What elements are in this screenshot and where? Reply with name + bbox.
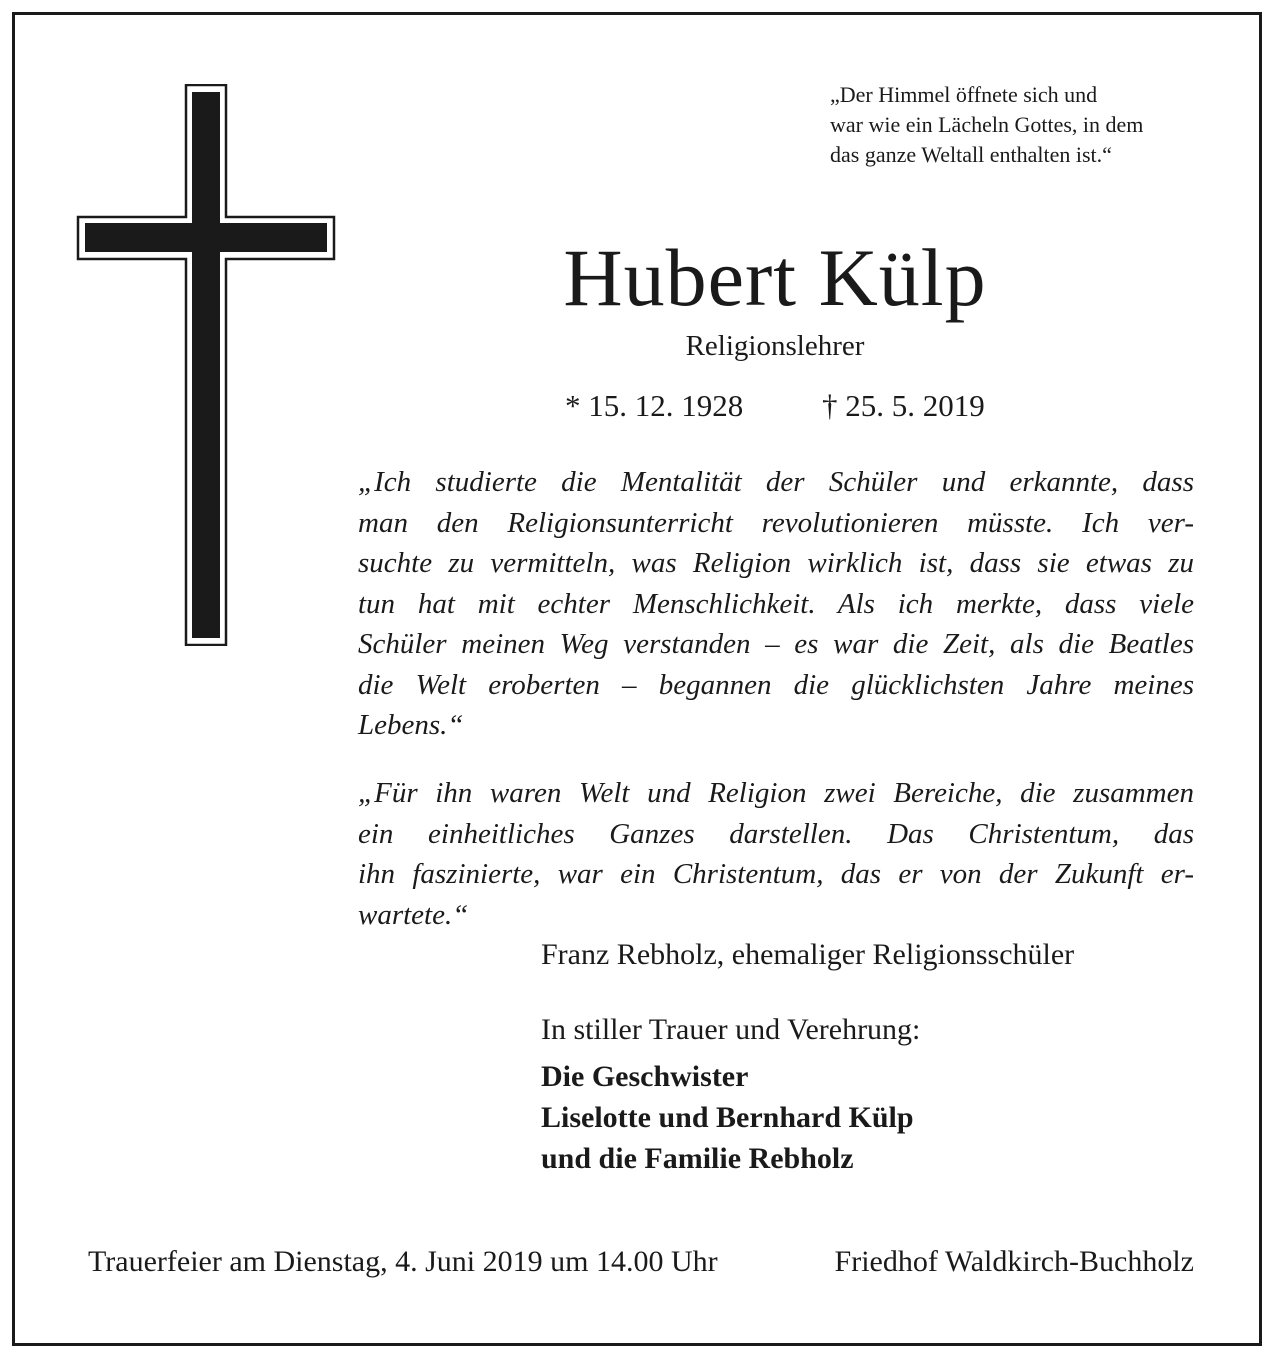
quote-line: wartete.“ [358,898,469,931]
deceased-name: Hubert Külp [563,232,987,323]
quote-line: „Für ihn waren Welt und Religion zwei Bereiche, die zusammen [358,777,1194,809]
quote-line: tun hat mit echter Menschlichkeit. Als ich merkte, dass viele [358,587,1194,620]
quote-line: ihn faszinierte, war ein Christentum, das er von der Zukunft er- [358,858,1194,890]
quote-paragraph-1 [358,462,1194,746]
cross-icon [76,84,336,646]
mourner-line: Die Geschwister [541,1060,749,1093]
mourners-list [541,1056,914,1179]
birth-date: * 15. 12. 1928 [565,388,744,423]
motto-quote [830,80,1230,170]
quote-paragraph-2 [358,773,1194,935]
quote-line: man den Religionsunterricht revolutionieren müsste. Ich ver- [358,506,1194,539]
mourner-line: Liselotte und Bernhard Külp [541,1101,914,1134]
motto-line: das ganze Weltall enthalten ist.“ [830,142,1112,167]
quote-line: die Welt eroberten – begannen die glücklichsten Jahre meines [358,668,1194,701]
quote-line: suchte zu vermitteln, was Religion wirklich ist, dass sie etwas zu [358,547,1194,579]
mourning-intro: In stiller Trauer und Verehrung: [541,1013,921,1046]
ceremony-info: Trauerfeier am Dienstag, 4. Juni 2019 um 14.00 Uhr [88,1245,718,1278]
death-date: † 25. 5. 2019 [822,388,985,423]
quote-line: Lebens.“ [358,709,464,741]
motto-line: war wie ein Lächeln Gottes, in dem [830,112,1144,137]
motto-line: „Der Himmel öffnete sich und [830,82,1098,107]
deceased-profession: Religionslehrer [685,330,865,362]
quote-line: ein einheitliches Ganzes darstellen. Das Christentum, das [358,817,1194,850]
quote-line: „Ich studierte die Mentalität der Schüler und erkannte, dass [358,466,1194,498]
ceremony-location: Friedhof Waldkirch-Buchholz [834,1245,1194,1278]
quote-line: Schüler meinen Weg verstanden – es war die Zeit, als die Beatles [358,628,1194,660]
quote-attribution: Franz Rebholz, ehemaliger Religionsschüler [541,938,1075,971]
mourner-line: und die Familie Rebholz [541,1142,854,1175]
